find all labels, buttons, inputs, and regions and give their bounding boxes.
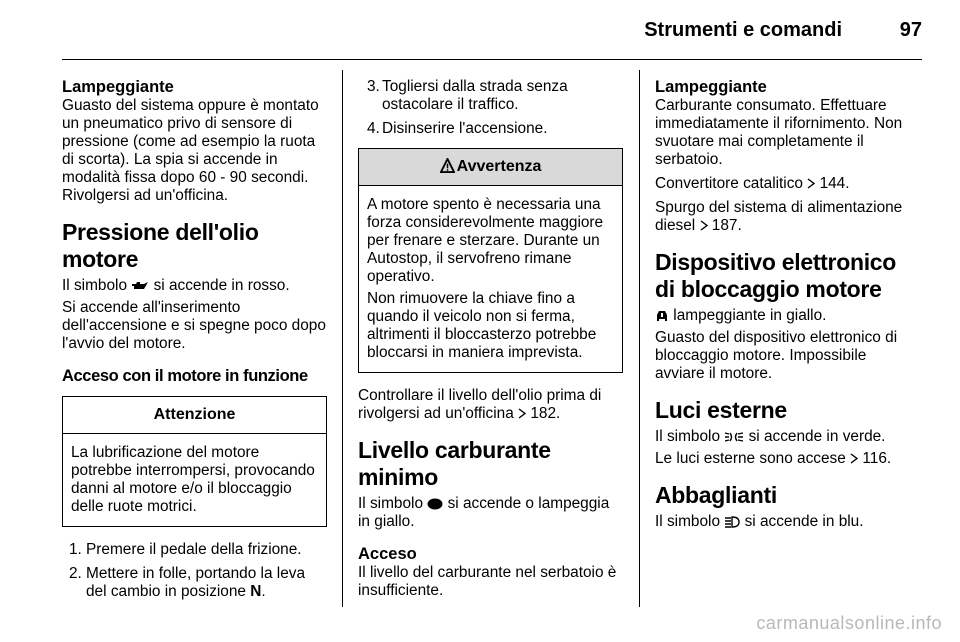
list-item: 2. Mettere in folle, portando la leva del cambio in posizione N. bbox=[69, 565, 306, 600]
steps-list-2 bbox=[358, 78, 623, 138]
immobilizer-symbol-line: lampeggiante in giallo. bbox=[655, 307, 920, 325]
side-light-icon bbox=[724, 431, 744, 443]
warning-text-1: A motore spento è necessaria una forza considerevolmente maggiore per frenare e sterzare. Durante un Autostop, il servofreno rimane operativo. bbox=[367, 196, 604, 285]
section-lamp-text: Guasto del sistema oppure è montato un pneumatico privo di sensore di pressione (come ad esempio la ruota di scorta). La spia si accende in modalità fissa dopo 60 - 90 secondi. Rivolgersi ad un'officina. bbox=[62, 97, 319, 204]
section-exterior-lights-heading: Luci esterne bbox=[655, 397, 787, 423]
caution-title: Attenzione bbox=[63, 397, 326, 434]
section-immobilizer-heading: Dispositivo elettronico di bloccaggio motore bbox=[655, 249, 897, 302]
oil-can-icon bbox=[131, 281, 149, 291]
warning-header bbox=[359, 149, 622, 186]
column-divider-2 bbox=[639, 70, 640, 607]
section-lit-heading: Acceso bbox=[358, 545, 417, 563]
list-item: 3. Togliersi dalla strada senza ostacolare il traffico. bbox=[367, 78, 568, 113]
section-fuel-heading: Livello carburante minimo bbox=[358, 437, 551, 490]
steps-list-1 bbox=[62, 541, 327, 601]
header-rule bbox=[62, 59, 922, 60]
exterior-text: Le luci esterne sono accese 116. bbox=[655, 450, 892, 467]
column-divider-1 bbox=[342, 70, 343, 607]
warning-box bbox=[358, 148, 623, 373]
reference-arrow-icon bbox=[518, 408, 526, 419]
column-3 bbox=[655, 78, 920, 531]
section-oil-pressure-heading: Pressione dell'olio motore bbox=[62, 219, 259, 272]
page-header-title: Strumenti e comandi bbox=[644, 19, 842, 41]
reference-arrow-icon bbox=[700, 220, 708, 231]
column-1 bbox=[62, 78, 327, 607]
section-high-beam-heading: Abbaglianti bbox=[655, 482, 777, 508]
list-item: 1. Premere il pedale della frizione. bbox=[69, 541, 302, 558]
list-item: 4. Disinserire l'accensione. bbox=[367, 120, 548, 137]
column-2 bbox=[358, 78, 623, 600]
lit-text: Il livello del carburante nel serbatoio è insufficiente. bbox=[358, 564, 617, 599]
oil-text: Si accende all'inserimento dell'accensione e si spegne poco dopo l'avvio del motore. bbox=[62, 299, 326, 352]
oil-symbol-line: Il simbolo si accende in rosso. bbox=[62, 277, 290, 294]
fuel-symbol-line: Il simbolo si accende o lampeggia in giallo. bbox=[358, 495, 610, 530]
section-lamp-heading: Lampeggiante bbox=[62, 78, 174, 96]
page-header bbox=[0, 0, 960, 60]
high-beam-symbol-line: Il simbolo si accende in blu. bbox=[655, 513, 864, 530]
oil-check-text: Controllare il livello dell'olio prima di rivolgersi ad un'officina 182. bbox=[358, 387, 602, 422]
warning-triangle-icon bbox=[440, 158, 455, 173]
high-beam-icon bbox=[724, 516, 740, 528]
reference-arrow-icon bbox=[807, 178, 815, 189]
immobilizer-text: Guasto del dispositivo elettronico di bloccaggio motore. Impossibile avviare il motore. bbox=[655, 329, 898, 382]
section-lamp2-heading: Lampeggiante bbox=[655, 78, 767, 96]
reference-arrow-icon bbox=[850, 453, 858, 464]
section-lamp2-text: Carburante consumato. Effettuare immediatamente il rifornimento. Non svuotare mai completamente il serbatoio. bbox=[655, 97, 903, 168]
warning-text-2: Non rimuovere la chiave fino a quando il veicolo non si ferma, altrimenti il bloccasterzo potrebbe bloccarsi in maniera imprevista. bbox=[367, 290, 597, 361]
immobilizer-car-icon bbox=[655, 310, 669, 322]
purge-line: Spurgo del sistema di alimentazione diesel 187. bbox=[655, 199, 903, 234]
section-running-heading: Acceso con il motore in funzione bbox=[62, 367, 308, 385]
caution-box bbox=[62, 396, 327, 527]
watermark: carmanualsonline.info bbox=[756, 613, 942, 633]
exterior-symbol-line: Il simbolo si accende in verde. bbox=[655, 428, 886, 445]
page-number: 97 bbox=[899, 19, 922, 41]
fuel-drop-icon bbox=[427, 498, 443, 510]
catalytic-line: Convertitore catalitico 144. bbox=[655, 175, 850, 192]
caution-text: La lubrificazione del motore potrebbe interrompersi, provocando danni al motore e/o il bloccaggio delle ruote motrici. bbox=[71, 444, 315, 515]
warning-title: Avvertenza bbox=[456, 158, 542, 175]
